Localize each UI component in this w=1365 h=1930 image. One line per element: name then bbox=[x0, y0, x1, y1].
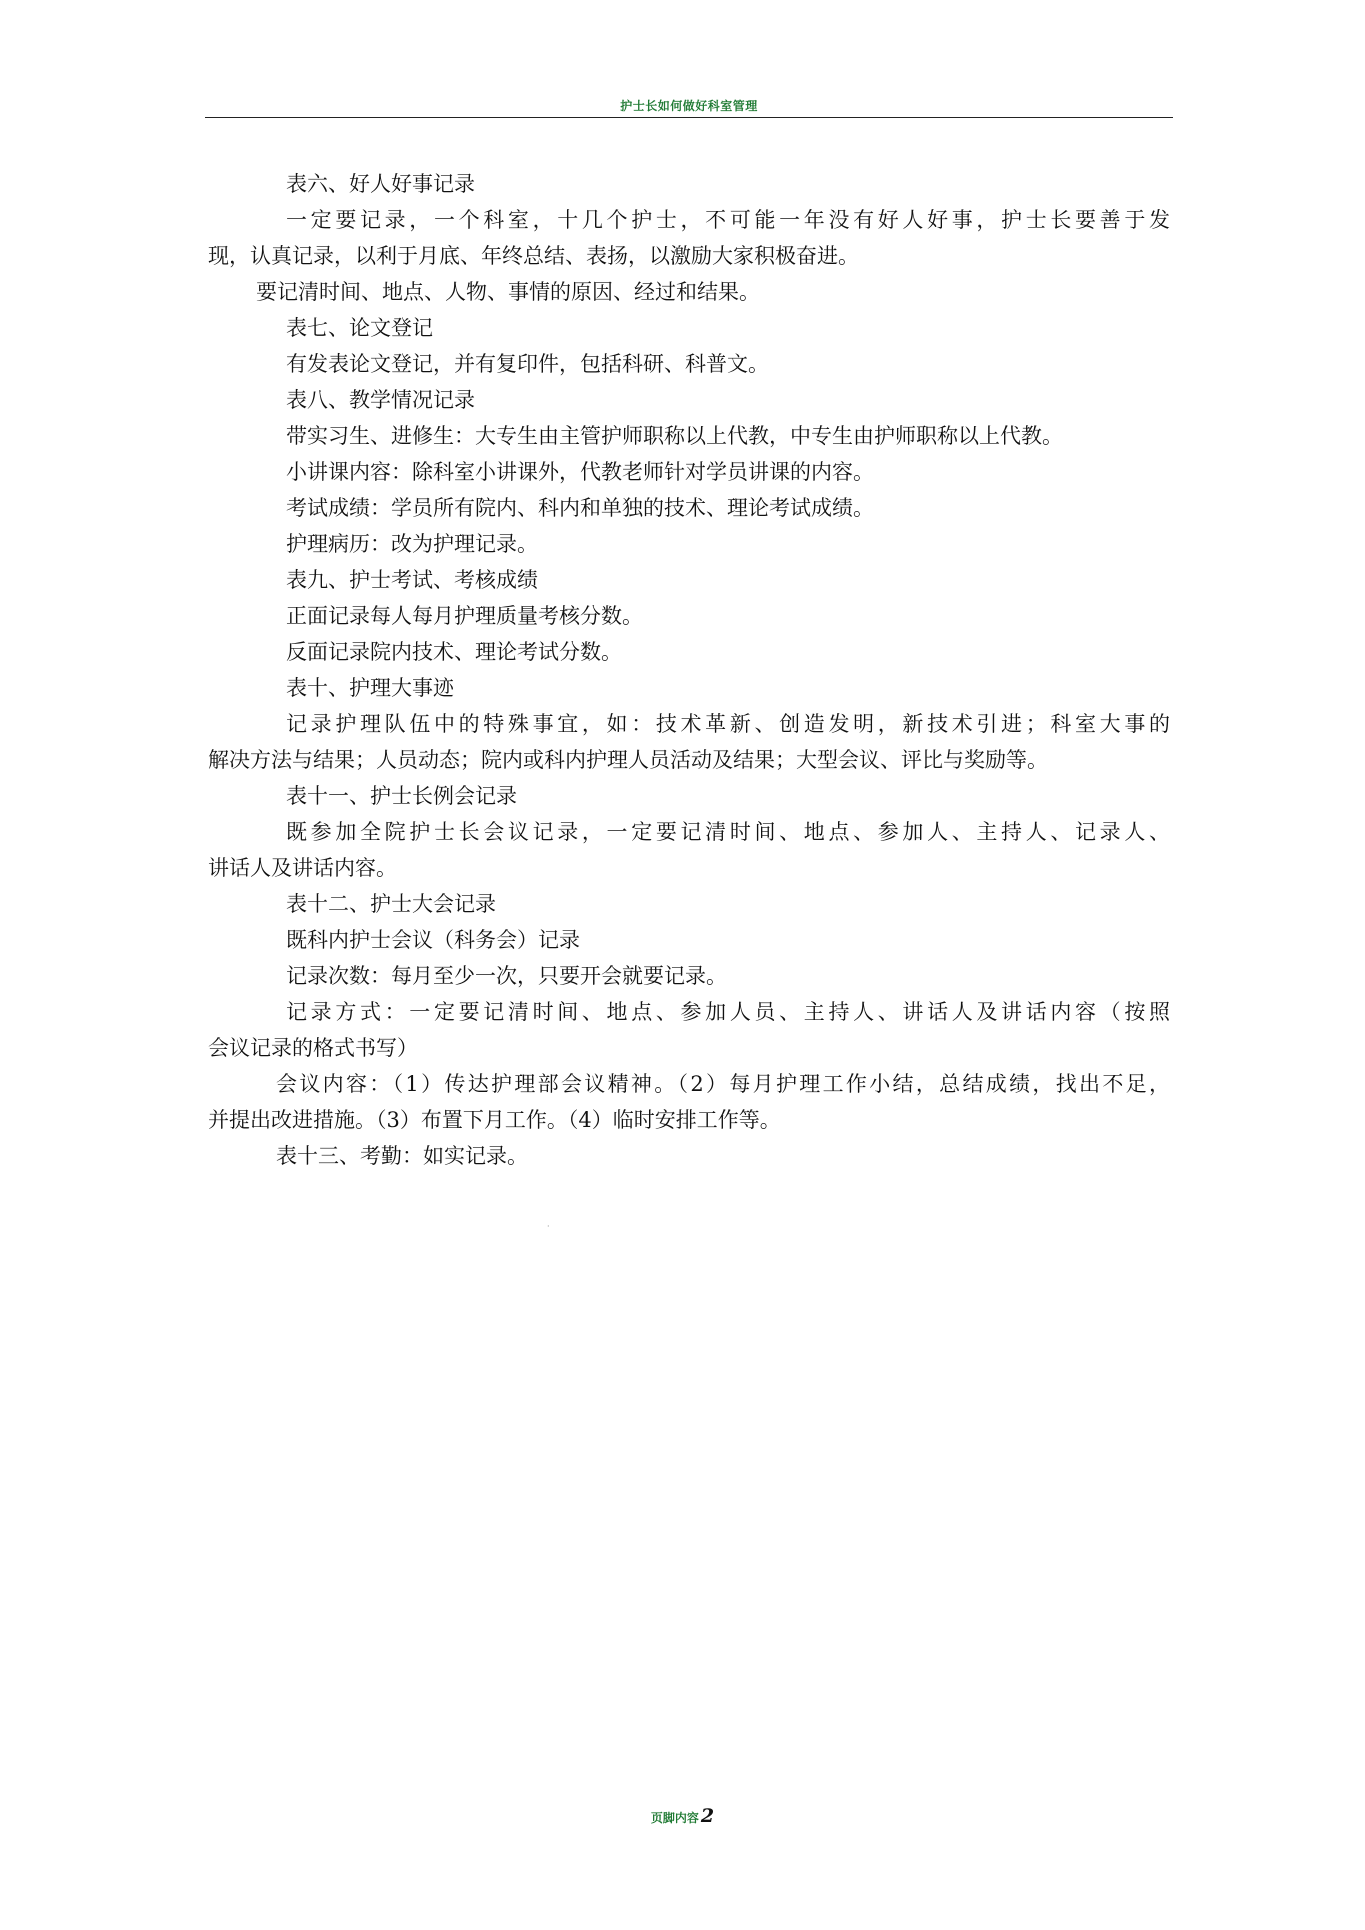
document-body bbox=[208, 166, 1170, 1174]
paragraph-line: 小讲课内容：除科室小讲课外，代教老师针对学员讲课的内容。 bbox=[286, 460, 874, 484]
paragraph-line: 既科内护士会议（科务会）记录 bbox=[286, 928, 580, 952]
paragraph-line: 记录次数：每月至少一次，只要开会就要记录。 bbox=[286, 964, 727, 988]
section-heading-table-13: 表十三、考勤：如实记录。 bbox=[276, 1144, 528, 1168]
paragraph-line: 记录护理队伍中的特殊事宜，如：技术革新、创造发明，新技术引进；科室大事的 bbox=[286, 712, 1170, 736]
paragraph-line: 并提出改进措施。（3）布置下月工作。（4）临时安排工作等。 bbox=[208, 1108, 781, 1132]
paragraph-line: 护理病历：改为护理记录。 bbox=[286, 532, 538, 556]
header-divider bbox=[205, 117, 1173, 118]
paragraph-line: 记录方式：一定要记清时间、地点、参加人员、主持人、讲话人及讲话内容（按照 bbox=[286, 1000, 1170, 1024]
scan-speck: · bbox=[547, 1222, 550, 1231]
paragraph-line: 反面记录院内技术、理论考试分数。 bbox=[286, 640, 622, 664]
paragraph-line: 带实习生、进修生：大专生由主管护师职称以上代教，中专生由护师职称以上代教。 bbox=[286, 424, 1063, 448]
section-heading-table-11: 表十一、护士长例会记录 bbox=[286, 784, 517, 808]
section-heading-table-7: 表七、论文登记 bbox=[286, 316, 433, 340]
section-heading-table-6: 表六、好人好事记录 bbox=[286, 172, 475, 196]
section-heading-table-8: 表八、教学情况记录 bbox=[286, 388, 475, 412]
paragraph-line: 一定要记录，一个科室，十几个护士，不可能一年没有好人好事，护士长要善于发 bbox=[286, 208, 1170, 232]
paragraph-line: 正面记录每人每月护理质量考核分数。 bbox=[286, 604, 643, 628]
paragraph-line: 有发表论文登记，并有复印件，包括科研、科普文。 bbox=[286, 352, 769, 376]
page-number: 2 bbox=[700, 1805, 715, 1827]
paragraph-line: 讲话人及讲话内容。 bbox=[208, 856, 397, 880]
section-heading-table-10: 表十、护理大事迹 bbox=[286, 676, 454, 700]
footer-label: 页脚内容 bbox=[650, 1811, 699, 1825]
paragraph-line: 会议内容：（1）传达护理部会议精神。（2）每月护理工作小结，总结成绩，找出不足， bbox=[276, 1072, 1170, 1096]
paragraph-line: 会议记录的格式书写） bbox=[208, 1036, 418, 1060]
paragraph-line: 既参加全院护士长会议记录，一定要记清时间、地点、参加人、主持人、记录人、 bbox=[286, 820, 1170, 844]
paragraph-line: 考试成绩：学员所有院内、科内和单独的技术、理论考试成绩。 bbox=[286, 496, 874, 520]
page-footer bbox=[0, 1805, 1365, 1827]
page-header-title: 护士长如何做好科室管理 bbox=[620, 99, 758, 113]
paragraph-line: 要记清时间、地点、人物、事情的原因、经过和结果。 bbox=[256, 280, 760, 304]
section-heading-table-12: 表十二、护士大会记录 bbox=[286, 892, 496, 916]
paragraph-line: 现，认真记录，以利于月底、年终总结、表扬，以激励大家积极奋进。 bbox=[208, 244, 859, 268]
paragraph-line: 解决方法与结果；人员动态；院内或科内护理人员活动及结果；大型会议、评比与奖励等。 bbox=[208, 748, 1048, 772]
section-heading-table-9: 表九、护士考试、考核成绩 bbox=[286, 568, 538, 592]
